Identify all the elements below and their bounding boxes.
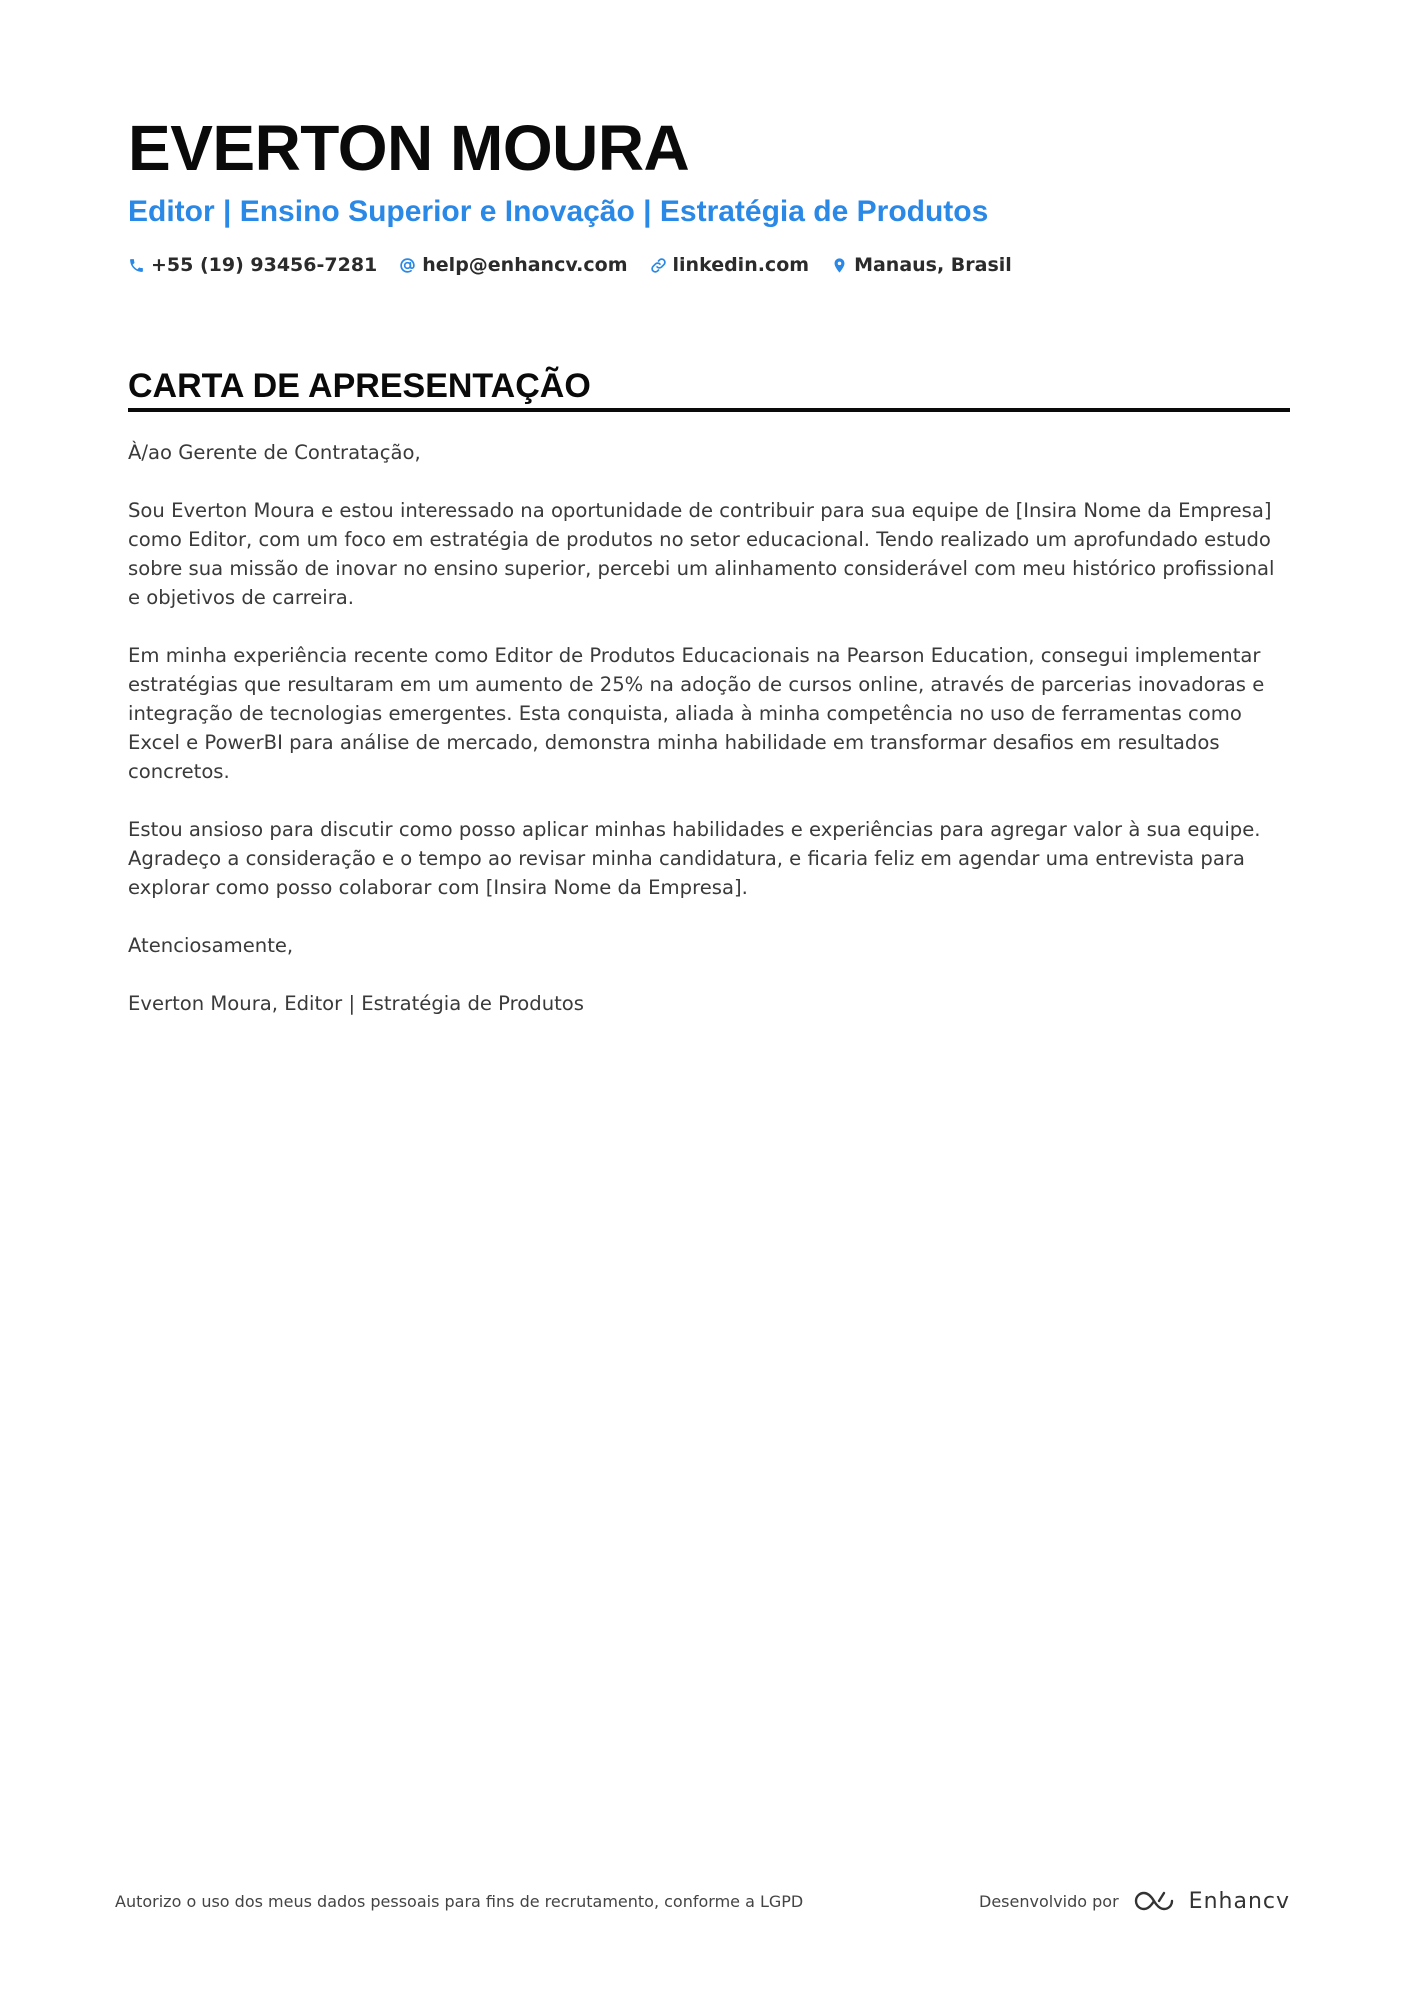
consent-text: Autorizo o uso dos meus dados pessoais para fins de recrutamento, conforme a LGPD — [115, 1891, 804, 1911]
letter-closing: Atenciosamente, — [128, 934, 294, 957]
brand-name: Enhancv — [1188, 1888, 1290, 1914]
section-divider — [128, 408, 1290, 412]
page-footer — [115, 1888, 1290, 1914]
contact-phone[interactable] — [128, 254, 377, 276]
contact-location — [831, 254, 1012, 276]
location-pin-icon — [831, 257, 848, 274]
section-title: CARTA DE APRESENTAÇÃO — [128, 367, 591, 405]
cover-letter-body — [128, 438, 1290, 1018]
candidate-headline: Editor | Ensino Superior e Inovação | Estratégia de Produtos — [128, 195, 989, 228]
powered-by-label: Desenvolvido por — [979, 1891, 1119, 1911]
contact-email[interactable] — [399, 254, 627, 276]
letter-paragraph: Em minha experiência recente como Editor de Produtos Educacionais na Pearson Education, consegui implementar estratégias que resultaram em um aumento de 25% na adoção de cursos online, através de parcerias inovadoras e integração de tecnologias emergentes. Esta conquista, aliada à minha competência no uso de ferramentas como Excel e PowerBI para análise de mercado, demonstra minha habilidade em transformar desafios em resultados concretos. — [128, 644, 1265, 783]
candidate-name: EVERTON MOURA — [128, 112, 690, 184]
resume-page — [128, 110, 1290, 1047]
contact-email-text: help@enhancv.com — [422, 254, 628, 276]
contact-location-text: Manaus, Brasil — [854, 254, 1012, 276]
phone-icon — [128, 257, 145, 274]
contact-linkedin-text: linkedin.com — [672, 254, 810, 276]
enhancv-logo-icon — [1131, 1888, 1177, 1914]
letter-signature: Everton Moura, Editor | Estratégia de Produtos — [128, 992, 585, 1015]
contact-linkedin[interactable] — [650, 254, 810, 276]
letter-paragraph: Sou Everton Moura e estou interessado na oportunidade de contribuir para sua equipe de [Insira Nome da Empresa] como Editor, com um foco em estratégia de produtos no setor educacional. Tendo realizado um aprofundado estudo sobre sua missão de inovar no ensino superior, percebi um alinhamento considerável com meu histórico profissional e objetivos de carreira. — [128, 499, 1275, 609]
powered-by[interactable] — [979, 1888, 1290, 1914]
letter-paragraph: Estou ansioso para discutir como posso aplicar minhas habilidades e experiências para agregar valor à sua equipe. Agradeço a consideração e o tempo ao revisar minha candidatura, e ficaria feliz em agendar uma entrevista para explorar como posso colaborar com [Insira Nome da Empresa]. — [128, 818, 1261, 899]
letter-greeting: À/ao Gerente de Contratação, — [128, 441, 421, 464]
contact-phone-text: +55 (19) 93456-7281 — [151, 254, 378, 276]
contact-bar — [128, 254, 1290, 276]
at-icon — [399, 257, 416, 274]
link-icon — [650, 257, 667, 274]
